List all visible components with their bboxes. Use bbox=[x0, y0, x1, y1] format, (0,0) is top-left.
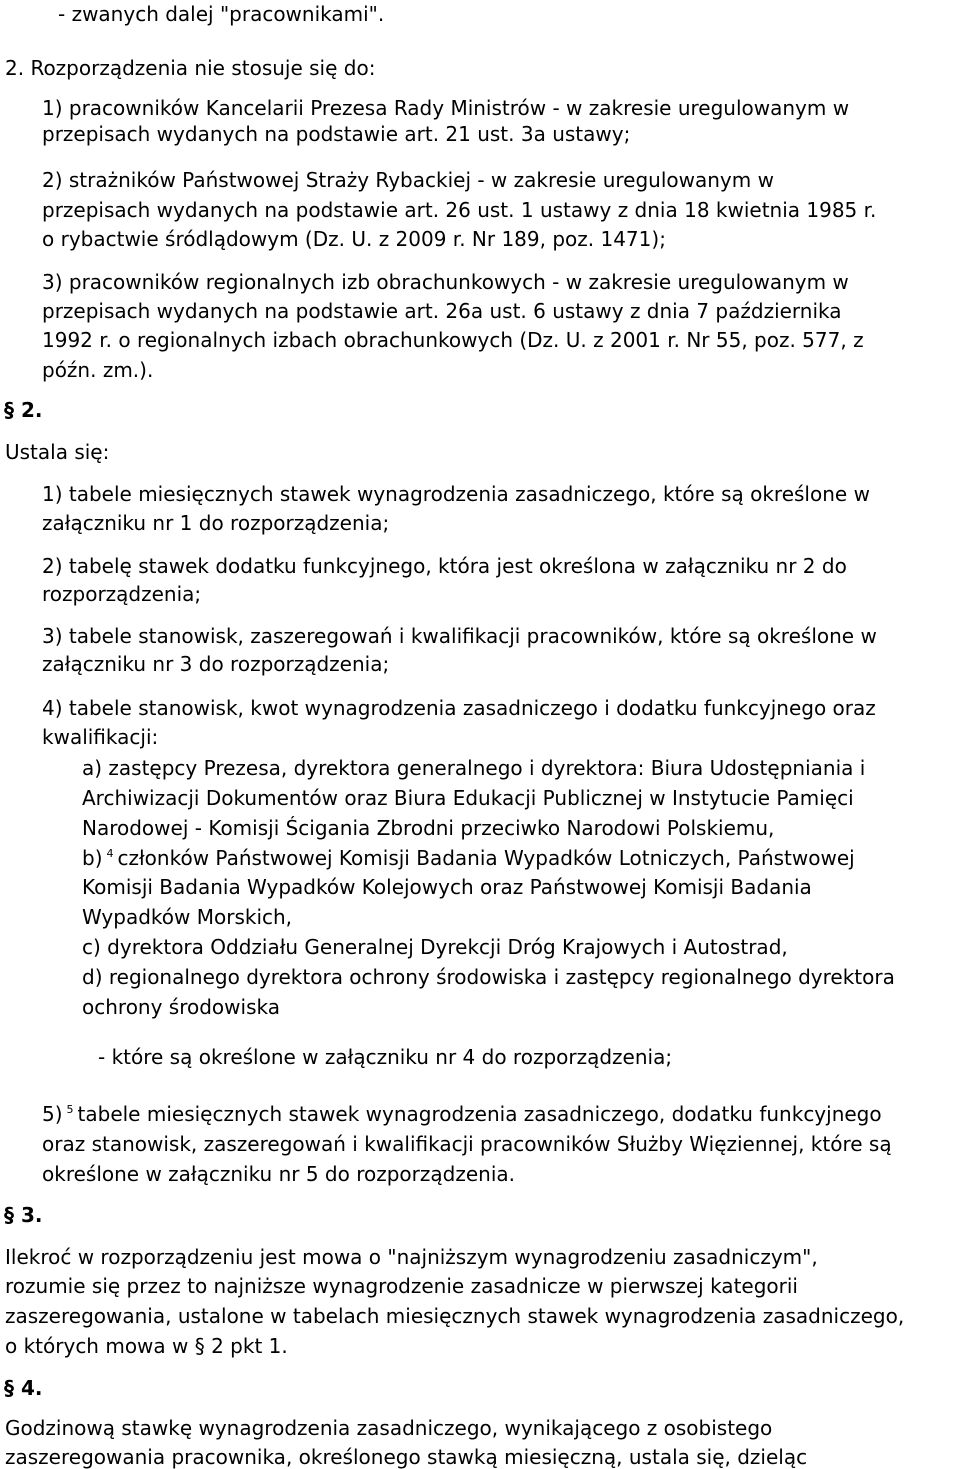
point2-item2-line3: o rybactwie śródlądowym (Dz. U. z 2009 r. Nr 189, poz. 1471); bbox=[42, 227, 666, 251]
section2-item4-line2: kwalifikacji: bbox=[42, 725, 159, 749]
section2-item5-line3: określone w załączniku nr 5 do rozporządzenia. bbox=[42, 1162, 515, 1186]
section2-item5-line2: oraz stanowisk, zaszeregowań i kwalifikacji pracowników Służby Więziennej, które są bbox=[42, 1132, 892, 1156]
intro-line: - zwanych dalej "pracownikami". bbox=[58, 2, 385, 26]
section-mark: § bbox=[4, 398, 14, 422]
section2-item4-a-line1: a) zastępcy Prezesa, dyrektora generalnego i dyrektora: Biura Udostępniania i bbox=[82, 756, 866, 780]
section2-item5-line1 bbox=[42, 1102, 882, 1126]
section3-heading bbox=[4, 1203, 42, 1227]
point2-item3-line4: późn. zm.). bbox=[42, 358, 154, 382]
section3-line4: o których mowa w § 2 pkt 1. bbox=[5, 1334, 288, 1358]
section2-item4-line1: 4) tabele stanowisk, kwot wynagrodzenia zasadniczego i dodatku funkcyjnego oraz bbox=[42, 696, 876, 720]
footnote-ref[interactable]: 4 bbox=[106, 847, 114, 861]
point2-item2-line2: przepisach wydanych na podstawie art. 26 ust. 1 ustawy z dnia 18 kwietnia 1985 r. bbox=[42, 198, 877, 222]
item-text: tabele miesięcznych stawek wynagrodzenia zasadniczego, dodatku funkcyjnego bbox=[77, 1102, 882, 1126]
section4-line1: Godzinową stawkę wynagrodzenia zasadniczego, wynikającego z osobistego bbox=[5, 1416, 773, 1440]
section2-item2-line1: 2) tabelę stawek dodatku funkcyjnego, która jest określona w załączniku nr 2 do bbox=[42, 554, 847, 578]
item-prefix: b) bbox=[82, 846, 103, 870]
section2-item4-a-line3: Narodowej - Komisji Ścigania Zbrodni przeciwko Narodowi Polskiemu, bbox=[82, 816, 775, 840]
section3-line1: Ilekroć w rozporządzeniu jest mowa o "najniższym wynagrodzeniu zasadniczym", bbox=[5, 1245, 818, 1269]
section-mark: § bbox=[4, 1376, 14, 1400]
point2-item2-line1: 2) strażników Państwowej Straży Rybackiej - w zakresie uregulowanym w bbox=[42, 168, 774, 192]
section2-heading bbox=[4, 398, 42, 422]
section2-item4-c-line1: c) dyrektora Oddziału Generalnej Dyrekcji Dróg Krajowych i Autostrad, bbox=[82, 935, 788, 959]
section2-item4-closing: - które są określone w załączniku nr 4 do rozporządzenia; bbox=[98, 1045, 673, 1069]
section-number: 2. bbox=[20, 398, 43, 422]
item-text: członków Państwowej Komisji Badania Wypadków Lotniczych, Państwowej bbox=[117, 846, 855, 870]
section3-line3: zaszeregowania, ustalone w tabelach miesięcznych stawek wynagrodzenia zasadniczego, bbox=[5, 1304, 905, 1328]
section2-item4-b-line3: Wypadków Morskich, bbox=[82, 905, 293, 929]
footnote-ref[interactable]: 5 bbox=[66, 1103, 74, 1117]
section2-item4-d-line1: d) regionalnego dyrektora ochrony środowiska i zastępcy regionalnego dyrektora bbox=[82, 965, 895, 989]
section2-item3-line1: 3) tabele stanowisk, zaszeregowań i kwalifikacji pracowników, które są określone w bbox=[42, 624, 877, 648]
point2-item1-line1: 1) pracowników Kancelarii Prezesa Rady Ministrów - w zakresie uregulowanym w bbox=[42, 96, 850, 120]
point2-heading: 2. Rozporządzenia nie stosuje się do: bbox=[5, 56, 376, 80]
section-number: 4. bbox=[20, 1376, 43, 1400]
section2-item4-b-line2: Komisji Badania Wypadków Kolejowych oraz Państwowej Komisji Badania bbox=[82, 875, 812, 899]
point2-item3-line1: 3) pracowników regionalnych izb obrachunkowych - w zakresie uregulowanym w bbox=[42, 270, 849, 294]
section2-item3-line2: załączniku nr 3 do rozporządzenia; bbox=[42, 652, 390, 676]
point2-item3-line3: 1992 r. o regionalnych izbach obrachunkowych (Dz. U. z 2001 r. Nr 55, poz. 577, z bbox=[42, 328, 864, 352]
section-number: 3. bbox=[20, 1203, 43, 1227]
section2-intro: Ustala się: bbox=[5, 440, 110, 464]
section2-item2-line2: rozporządzenia; bbox=[42, 582, 202, 606]
section2-item1-line2: załączniku nr 1 do rozporządzenia; bbox=[42, 511, 390, 535]
section3-line2: rozumie się przez to najniższe wynagrodzenie zasadnicze w pierwszej kategorii bbox=[5, 1274, 798, 1298]
section-mark: § bbox=[4, 1203, 14, 1227]
section2-item4-d-line2: ochrony środowiska bbox=[82, 995, 280, 1019]
section4-line2: zaszeregowania pracownika, określonego stawką miesięczną, ustala się, dzieląc bbox=[5, 1445, 808, 1469]
section2-item4-b-line1 bbox=[82, 846, 855, 870]
section4-heading bbox=[4, 1376, 42, 1400]
point2-item3-line2: przepisach wydanych na podstawie art. 26a ust. 6 ustawy z dnia 7 października bbox=[42, 299, 842, 323]
item-prefix: 5) bbox=[42, 1102, 63, 1126]
section2-item4-a-line2: Archiwizacji Dokumentów oraz Biura Edukacji Publicznej w Instytucie Pamięci bbox=[82, 786, 854, 810]
point2-item1-line2: przepisach wydanych na podstawie art. 21 ust. 3a ustawy; bbox=[42, 122, 631, 146]
section2-item1-line1: 1) tabele miesięcznych stawek wynagrodzenia zasadniczego, które są określone w bbox=[42, 482, 870, 506]
